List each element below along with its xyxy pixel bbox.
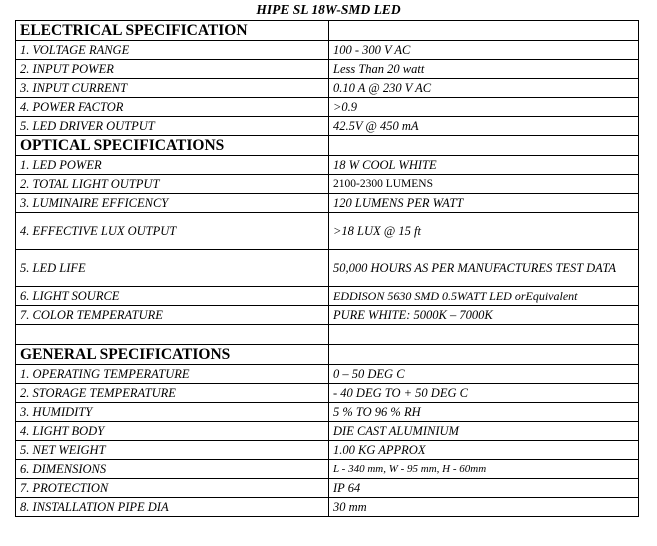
specification-table xyxy=(15,20,639,517)
spec-label: 5. LED DRIVER OUTPUT xyxy=(16,117,329,136)
spec-label: 4. EFFECTIVE LUX OUTPUT xyxy=(16,213,329,250)
spec-label: 6. DIMENSIONS xyxy=(16,460,329,479)
spec-value: >0.9 xyxy=(329,98,639,117)
spec-value: 50,000 HOURS AS PER MANUFACTURES TEST DATA xyxy=(329,250,639,287)
spec-value: 1.00 KG APPROX xyxy=(329,441,639,460)
spec-value: 100 - 300 V AC xyxy=(329,41,639,60)
document-title: HIPE SL 18W-SMD LED xyxy=(256,2,401,17)
spec-label: 4. LIGHT BODY xyxy=(16,422,329,441)
table-row xyxy=(16,384,639,403)
section-header-optical xyxy=(16,136,639,156)
spec-label: 2. INPUT POWER xyxy=(16,60,329,79)
spec-label: 1. OPERATING TEMPERATURE xyxy=(16,365,329,384)
spec-value: 18 W COOL WHITE xyxy=(329,156,639,175)
spec-label: 2. TOTAL LIGHT OUTPUT xyxy=(16,175,329,194)
table-row xyxy=(16,194,639,213)
spec-label: 5. LED LIFE xyxy=(16,250,329,287)
spec-value: 0 – 50 DEG C xyxy=(329,365,639,384)
spec-value: IP 64 xyxy=(329,479,639,498)
spec-value: Less Than 20 watt xyxy=(329,60,639,79)
table-row xyxy=(16,422,639,441)
spec-label: 1. VOLTAGE RANGE xyxy=(16,41,329,60)
section-header-general xyxy=(16,345,639,365)
spec-value: - 40 DEG TO + 50 DEG C xyxy=(329,384,639,403)
spec-value: 0.10 A @ 230 V AC xyxy=(329,79,639,98)
table-row xyxy=(16,250,639,287)
spec-value: 30 mm xyxy=(329,498,639,517)
table-row xyxy=(16,98,639,117)
section-header-electrical xyxy=(16,21,639,41)
table-row xyxy=(16,287,639,306)
table-row xyxy=(16,41,639,60)
table-row xyxy=(16,498,639,517)
table-row xyxy=(16,460,639,479)
table-row xyxy=(16,79,639,98)
spec-label: 2. STORAGE TEMPERATURE xyxy=(16,384,329,403)
section-heading: GENERAL SPECIFICATIONS xyxy=(16,345,329,365)
table-row xyxy=(16,365,639,384)
spec-value: DIE CAST ALUMINIUM xyxy=(329,422,639,441)
spec-label: 3. INPUT CURRENT xyxy=(16,79,329,98)
spec-label: 6. LIGHT SOURCE xyxy=(16,287,329,306)
spec-value: PURE WHITE: 5000K – 7000K xyxy=(329,306,639,325)
table-row xyxy=(16,117,639,136)
table-row xyxy=(16,60,639,79)
table-row xyxy=(16,441,639,460)
table-row xyxy=(16,306,639,325)
spec-label: 1. LED POWER xyxy=(16,156,329,175)
blank-row xyxy=(16,325,639,345)
empty-cell xyxy=(16,325,329,345)
empty-cell xyxy=(329,136,639,156)
table-row xyxy=(16,156,639,175)
spec-value: 5 % TO 96 % RH xyxy=(329,403,639,422)
spec-value: 2100-2300 LUMENS xyxy=(329,175,639,194)
spec-value: L - 340 mm, W - 95 mm, H - 60mm xyxy=(329,460,639,479)
spec-label: 3. LUMINAIRE EFFICENCY xyxy=(16,194,329,213)
spec-label: 8. INSTALLATION PIPE DIA xyxy=(16,498,329,517)
spec-label: 3. HUMIDITY xyxy=(16,403,329,422)
spec-value: 42.5V @ 450 mA xyxy=(329,117,639,136)
empty-cell xyxy=(329,345,639,365)
table-row xyxy=(16,479,639,498)
table-row xyxy=(16,175,639,194)
empty-cell xyxy=(329,325,639,345)
spec-label: 7. PROTECTION xyxy=(16,479,329,498)
spec-value: EDDISON 5630 SMD 0.5WATT LED orEquivalent xyxy=(329,287,639,306)
spec-value: 120 LUMENS PER WATT xyxy=(329,194,639,213)
empty-cell xyxy=(329,21,639,41)
section-heading: ELECTRICAL SPECIFICATION xyxy=(16,21,329,41)
spec-value: >18 LUX @ 15 ft xyxy=(329,213,639,250)
spec-label: 5. NET WEIGHT xyxy=(16,441,329,460)
spec-label: 4. POWER FACTOR xyxy=(16,98,329,117)
table-row xyxy=(16,403,639,422)
spec-label: 7. COLOR TEMPERATURE xyxy=(16,306,329,325)
table-row xyxy=(16,213,639,250)
section-heading: OPTICAL SPECIFICATIONS xyxy=(16,136,329,156)
